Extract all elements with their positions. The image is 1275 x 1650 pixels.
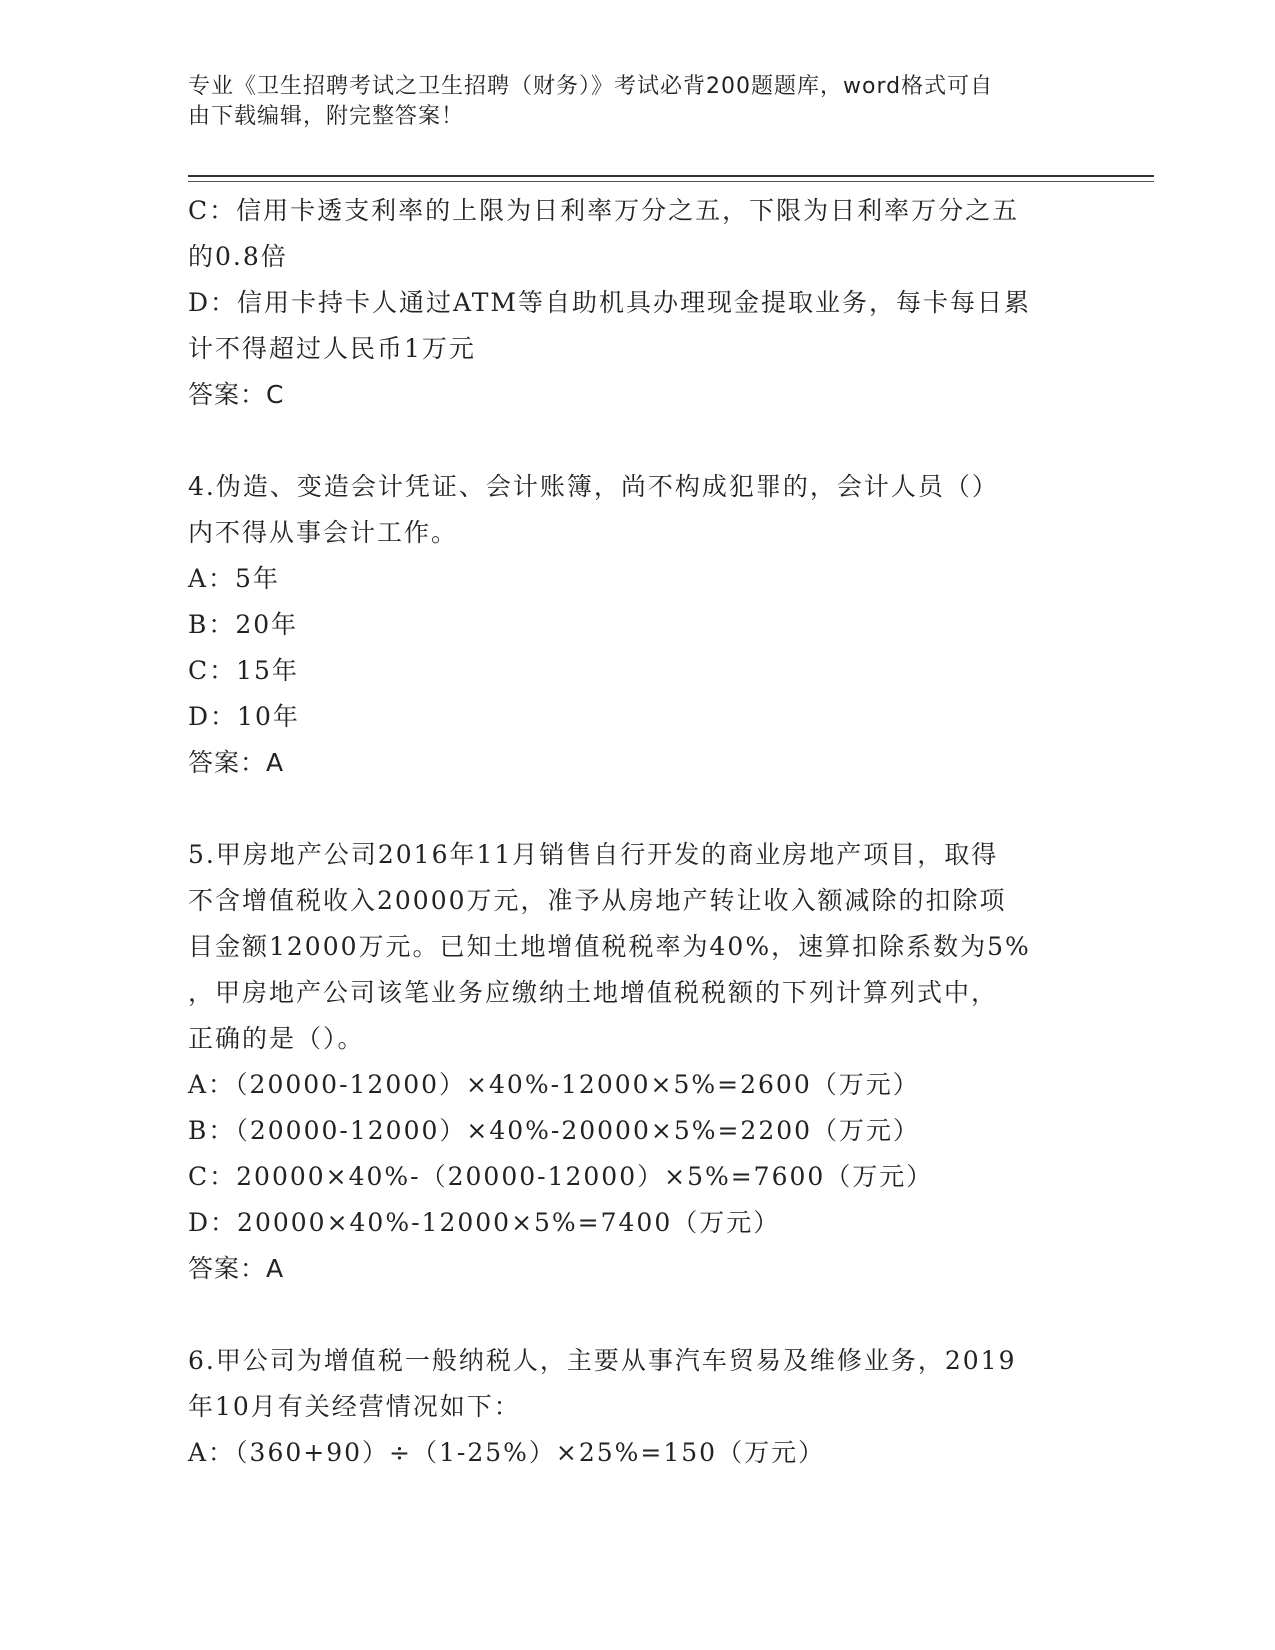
answer: 答案：C: [188, 380, 285, 409]
option-d-cont: 计不得超过人民币1万元: [188, 334, 476, 363]
question-4: [188, 464, 1068, 786]
header-divider-thin: [188, 181, 1154, 182]
question-stem: 6.甲公司为增值税一般纳税人，主要从事汽车贸易及维修业务，2019: [188, 1346, 1017, 1375]
question-stem: 4.伪造、变造会计凭证、会计账簿，尚不构成犯罪的，会计人员（）: [188, 472, 999, 501]
option-b: B：20年: [188, 610, 299, 639]
spacer: [188, 786, 1068, 832]
spacer: [188, 1292, 1068, 1338]
document-header: [188, 72, 1068, 132]
header-line: 由下载编辑，附完整答案！: [188, 104, 465, 129]
option-c: C：20000×40%-（20000-12000）×5%=7600（万元）: [188, 1162, 934, 1191]
document-body: [188, 188, 1068, 1476]
question-stem-cont: ，甲房地产公司该笔业务应缴纳土地增值税税额的下列计算列式中，: [188, 978, 999, 1007]
option-d: D：10年: [188, 702, 300, 731]
option-a: A：（360+90）÷（1-25%）×25%=150（万元）: [188, 1438, 826, 1467]
option-a: A：5年: [188, 564, 280, 593]
answer: 答案：A: [188, 1254, 285, 1283]
option-c: C：信用卡透支利率的上限为日利率万分之五，下限为日利率万分之五: [188, 196, 1020, 225]
question-stem-cont: 目金额12000万元。已知土地增值税税率为40%，速算扣除系数为5%: [188, 932, 1031, 961]
option-b: B：（20000-12000）×40%-20000×5%=2200（万元）: [188, 1116, 921, 1145]
spacer: [188, 418, 1068, 464]
header-line: 专业《卫生招聘考试之卫生招聘（财务）》考试必背200题题库，word格式可自: [188, 74, 994, 99]
option-d: D：20000×40%-12000×5%=7400（万元）: [188, 1208, 781, 1237]
question-stem-cont: 正确的是（）。: [188, 1024, 365, 1053]
question-5: [188, 832, 1068, 1292]
option-d: D：信用卡持卡人通过ATM等自助机具办理现金提取业务，每卡每日累: [188, 288, 1032, 317]
question-stem-cont: 年10月有关经营情况如下：: [188, 1392, 521, 1421]
question-stem-cont: 不含增值税收入20000万元，准予从房地产转让收入额减除的扣除项: [188, 886, 1007, 915]
option-c-cont: 的0.8倍: [188, 242, 288, 271]
question-3-tail: [188, 188, 1068, 418]
question-stem-cont: 内不得从事会计工作。: [188, 518, 459, 547]
question-6: [188, 1338, 1068, 1476]
option-a: A：（20000-12000）×40%-12000×5%=2600（万元）: [188, 1070, 920, 1099]
question-stem: 5.甲房地产公司2016年11月销售自行开发的商业房地产项目，取得: [188, 840, 999, 869]
answer: 答案：A: [188, 748, 285, 777]
option-c: C：15年: [188, 656, 299, 685]
header-divider-thick: [188, 175, 1154, 177]
